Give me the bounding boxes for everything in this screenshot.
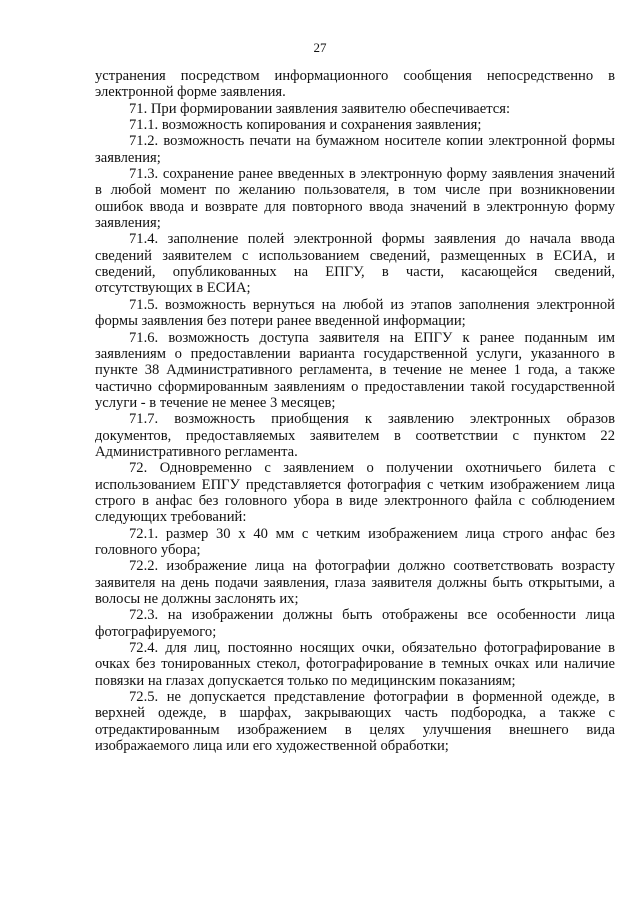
paragraph-71: 71. При формировании заявления заявителю обеспечивается: [129, 100, 511, 117]
paragraph-71-1: 71.1. возможность копирования и сохранения заявления; [129, 117, 482, 134]
page-number: 27 [313, 40, 327, 55]
paragraph-71-4: 71.4. заполнение полей электронной формы заявления до начала ввода сведений заявителем с использованием сведений, размещенных в ЕСИА, и сведений, опубликованных на ЕПГУ, в части, касающейся сведений, отсутствующих в ЕСИА; [95, 231, 615, 297]
document-body [95, 68, 615, 754]
paragraph-72-2: 72.2. изображение лица на фотографии должно соответствовать возрасту заявителя на день подачи заявления, глаза заявителя должны быть открытыми, а волосы не должны заслонять их; [95, 558, 615, 607]
paragraph-72-4: 72.4. для лиц, постоянно носящих очки, обязательно фотографирование в очках без тонированных стекол, фотографирование в темных очках или наличие повязки на глазах допускается только по медицинским показаниям; [95, 640, 615, 689]
paragraph-71-5: 71.5. возможность вернуться на любой из этапов заполнения электронной формы заявления без потери ранее введенной информации; [95, 296, 615, 330]
paragraph-0-continuation: устранения посредством информационного сообщения непосредственно в электронной форме заявления. [95, 68, 615, 101]
paragraph-72: 72. Одновременно с заявлением о получении охотничьего билета с использованием ЕПГУ представляется фотография с четким изображением лица строго в анфас без головного убора в виде электронного файла с соблюдением следующих требований: [95, 460, 615, 526]
paragraph-71-3: 71.3. сохранение ранее введенных в электронную форму заявления значений в любой момент по желанию пользователя, в том числе при возникновении ошибок ввода и возврате для повторного ввода значений в электронную форму заявления; [95, 166, 615, 232]
paragraph-72-3: 72.3. на изображении должны быть отображены все особенности лица фотографируемого; [95, 607, 615, 640]
paragraph-71-7: 71.7. возможность приобщения к заявлению электронных образов документов, предоставляемых заявителем в соответствии с пунктом 22 Административного регламента. [95, 411, 615, 460]
paragraph-72-1: 72.1. размер 30 х 40 мм с четким изображением лица строго анфас без головного убора; [95, 525, 615, 558]
paragraph-71-2: 71.2. возможность печати на бумажном носителе копии электронной формы заявления; [95, 133, 615, 166]
paragraph-71-6: 71.6. возможность доступа заявителя на ЕПГУ к ранее поданным им заявлениям о предоставлении варианта государственной услуги, указанного в пункте 38 Административного регламента, в течение не менее 1 года, а также частично сформированным заявлениям о предоставлении такой государственной услуги - в течение не менее 3 месяцев; [95, 329, 615, 411]
paragraph-72-5: 72.5. не допускается представление фотографии в форменной одежде, в верхней одежде, в шарфах, закрывающих часть подбородка, а также с отредактированным изображением в целях улучшения внешнего вида изображаемого лица или его художественной обработки; [95, 689, 615, 755]
